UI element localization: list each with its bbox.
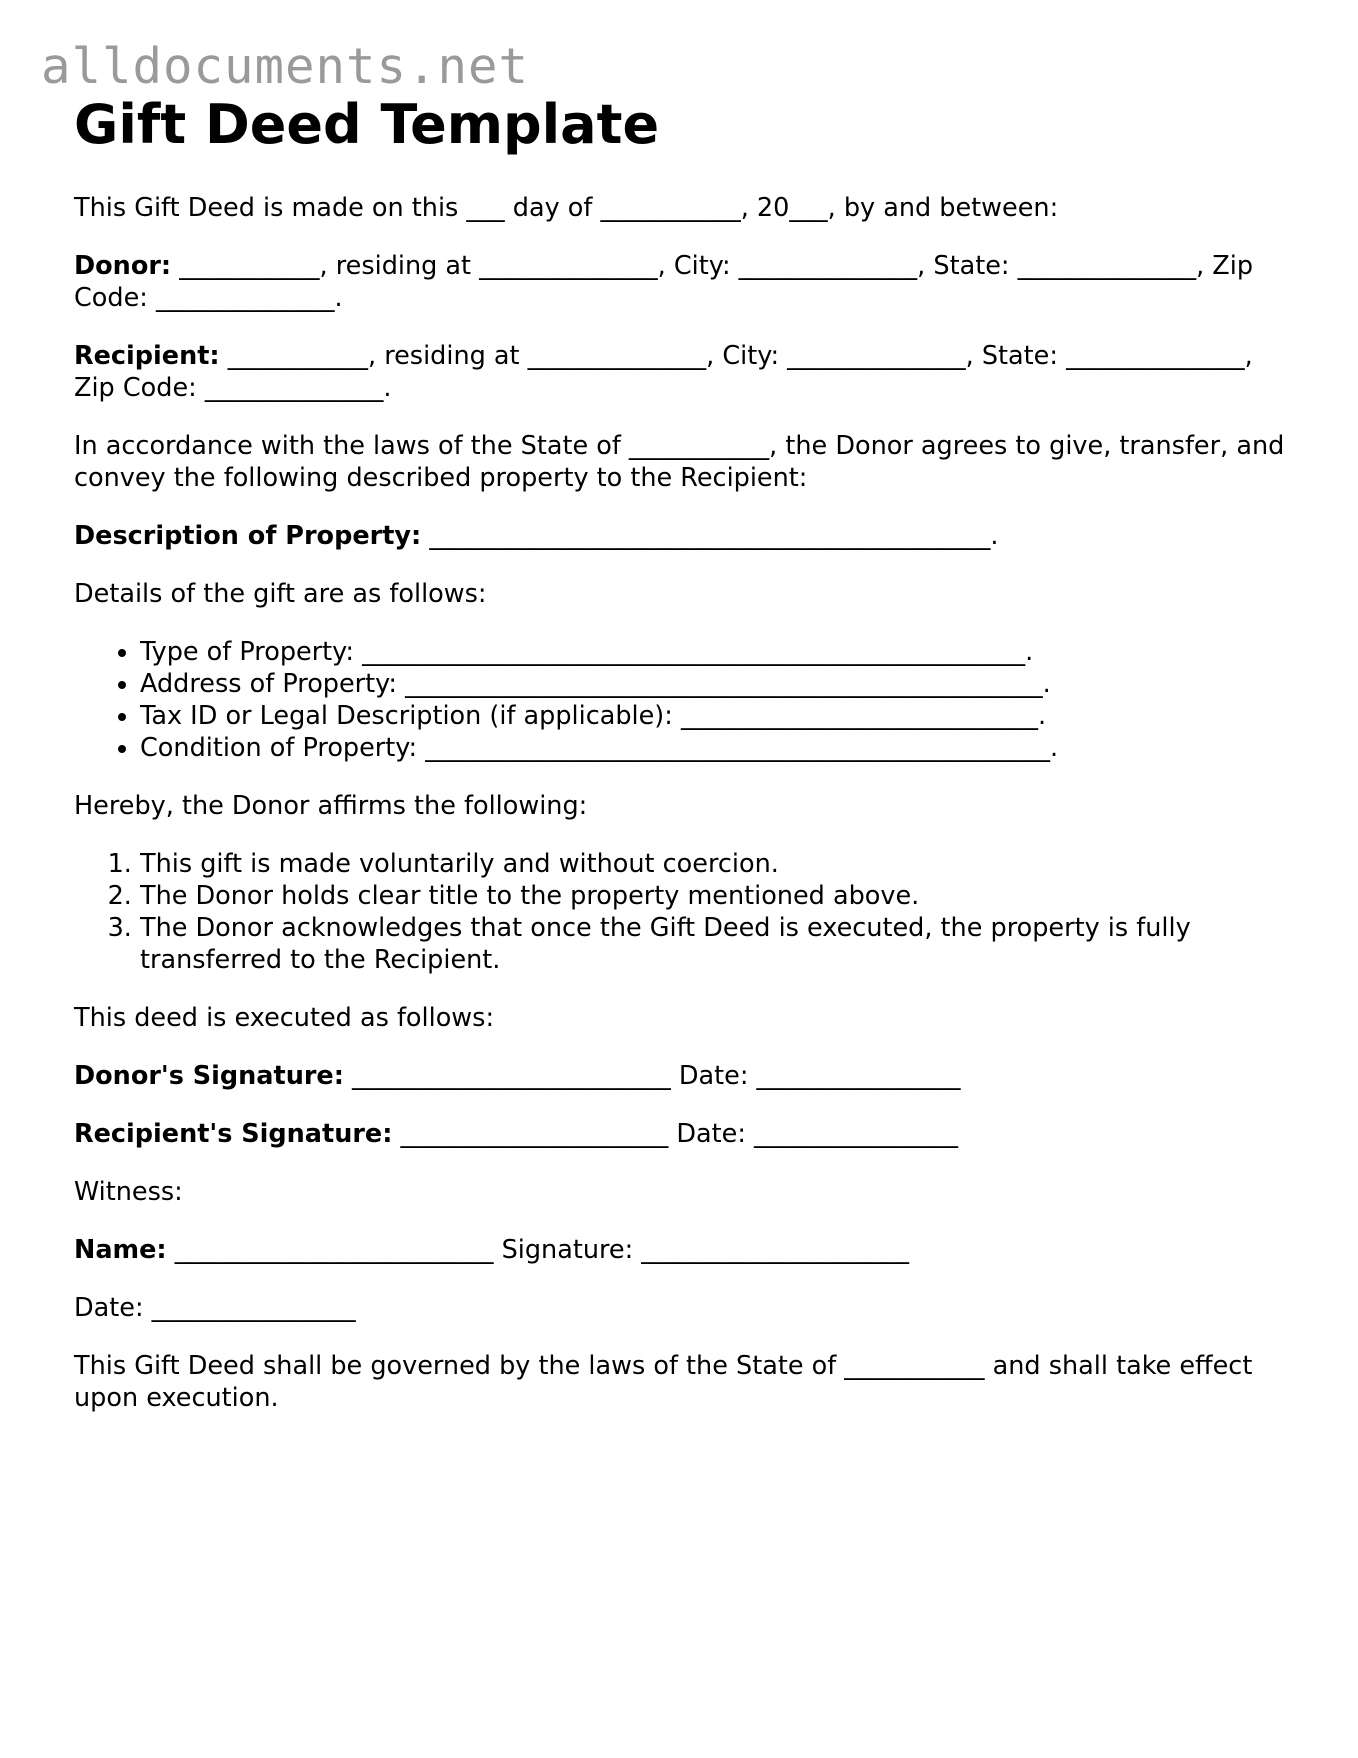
closing-paragraph: This Gift Deed shall be governed by the laws of the State of ___________ and shall take effect upon execution. [74, 1351, 1253, 1414]
affirmations-list [74, 848, 1294, 976]
recipient-signature-label: Recipient's Signature: [74, 1119, 393, 1150]
donor-signature-field: _________________________ Date: ________________ [343, 1061, 961, 1092]
affirm-intro: Hereby, the Donor affirms the following: [74, 791, 588, 822]
description-field: ____________________________________________. [421, 521, 999, 552]
witness-label: Witness: [74, 1177, 183, 1208]
details-intro: Details of the gift are as follows: [74, 579, 487, 610]
intro-paragraph: This Gift Deed is made on this ___ day of ___________, 20___, by and between: [74, 193, 1059, 224]
executed-intro: This deed is executed as follows: [74, 1003, 495, 1034]
witness-name-label: Name: [74, 1235, 167, 1266]
description-paragraph [74, 520, 1294, 552]
recipient-signature-field: _____________________ Date: ________________ [392, 1119, 959, 1150]
details-list [74, 636, 1294, 764]
list-item: 3. The Donor acknowledges that once the Gift Deed is executed, the property is fully transferred to the Recipient. [140, 912, 1294, 976]
recipient-signature-line [74, 1118, 1294, 1150]
recipient-label: Recipient: [74, 341, 220, 372]
donor-paragraph [74, 250, 1294, 314]
watermark: alldocuments.net [41, 38, 530, 95]
list-item: • Address of Property: __________________________________________________. [140, 668, 1294, 700]
document-page [74, 95, 1294, 1440]
donor-signature-label: Donor's Signature: [74, 1061, 344, 1092]
list-item: • Type of Property: ____________________________________________________. [140, 636, 1294, 668]
donor-signature-line [74, 1060, 1294, 1092]
list-item: • Condition of Property: _________________________________________________. [140, 732, 1294, 764]
list-item: 2. The Donor holds clear title to the property mentioned above. [140, 880, 1294, 912]
document-title: Gift Deed Template [74, 93, 660, 156]
donor-label: Donor: [74, 251, 172, 282]
witness-date-line: Date: ________________ [74, 1293, 356, 1324]
witness-name-field: _________________________ Signature: _____________________ [166, 1235, 910, 1266]
recipient-fields: ___________, residing at ______________, City: ______________, State: ______________, Zip Code: ______________. [74, 341, 1253, 404]
accordance-paragraph: In accordance with the laws of the State of ___________, the Donor agrees to give, transfer, and convey the following described property to the Recipient: [74, 431, 1285, 494]
donor-fields: ___________, residing at ______________, City: ______________, State: ______________, Zip Code: ______________. [74, 251, 1254, 314]
list-item: 1. This gift is made voluntarily and without coercion. [140, 848, 1294, 880]
recipient-paragraph [74, 340, 1294, 404]
description-label: Description of Property: [74, 521, 422, 552]
list-item: • Tax ID or Legal Description (if applicable): ____________________________. [140, 700, 1294, 732]
witness-name-line [74, 1234, 1294, 1266]
